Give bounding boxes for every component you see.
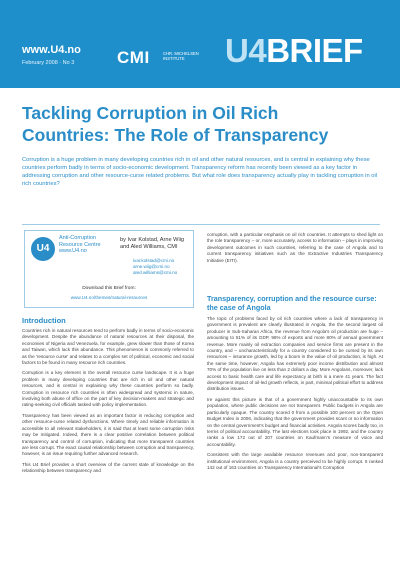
u4-circle-logo: U4 xyxy=(31,237,55,261)
author-infobox xyxy=(24,230,194,308)
right-column-top xyxy=(207,232,383,268)
body-paragraph: Consistent with the large available resource revenues and poor, non-transparent institutional environment, Angola is a country perceived to be highly corrupt. It ranked 142 out of 163 countries on Transparency International's Corruption xyxy=(207,452,383,470)
download-label: Download this Brief from: xyxy=(82,286,136,291)
body-paragraph: Corruption is a key element in the overall resource curse landscape. It is a huge problem in many developing countries that are rich in oil and other natural resources, and is central in explaining why these countries perform so badly. Corruption in resource rich countries is often widespread and systemic in nature, involving both abuse of office on the part of key decision-makers and strategic and rating-seeking civil officials tasked with policy implementation. xyxy=(22,370,194,408)
section-heading-angola: Transparency, corruption and the resource curse: the case of Angola xyxy=(207,294,377,312)
brand-u4: U4 xyxy=(225,32,267,69)
authors: by Ivar Kolstad, Arne Wiig and Aled Williams, CMI xyxy=(120,237,185,250)
centre-name: Anti-Corruption Resource Centre www.U4.no xyxy=(59,235,101,255)
left-column xyxy=(22,328,194,479)
intro-summary: Corruption is a huge problem in many developing countries rich in oil and other natural resources, and is central in explaining why these countries perform badly in terms of socio-economic development. Transparency reform has recently been viewed as a key factor in addressing corruption and other resource-curse related problems. But what role does transparency actually play in tackling corruption in oil rich countries? xyxy=(22,157,378,187)
download-link[interactable]: www.U4.no/themes/natural-resources xyxy=(70,295,148,300)
section-heading-introduction: Introduction xyxy=(22,316,66,325)
body-paragraph: Countries rich in natural resources tend to perform badly in terms of socio-economic development. Despite the abundance of natural resources at their disposal, the economies of Nigeria and Venezuela, for example, grew slower than those of Korea and Taiwan, which lack this abundance. This phenomenon is commonly referred to as the 'resource curse' and relates to a complex set of political, economic and social factors to be found in many resource rich countries. xyxy=(22,328,194,366)
site-url[interactable]: www.U4.no xyxy=(22,44,81,56)
body-paragraph: corruption, with a particular emphasis on oil rich countries. It attempts to shed light on the role transparency – or, more accurately, access to information – plays in improving development outcomes in such countries, referring to the case of Angola and to current transparency initiatives such as the Extractive Industries Transparency Initiative (EITI). xyxy=(207,232,383,263)
u4-brief-logo xyxy=(225,33,363,69)
author-emails[interactable]: ivar.kolstad@cmi.no arne.wiig@cmi.no aled.williams@cmi.no xyxy=(133,258,178,275)
brand-brief: BRIEF xyxy=(266,32,363,69)
page-title: Tackling Corruption in Oil Rich Countries: The Role of Transparency xyxy=(22,103,329,145)
divider xyxy=(22,224,380,225)
body-paragraph: Transparency has been viewed as an important factor in reducing corruption and other resource-curse related dysfunctions. Where timely and reliable information is accessible to all relevant stakeholders, it is said that at least some corruption risks may be mitigated. Indeed, there is a clear positive correlation between political transparency and control of corruption, indicating that more transparent countries are less corrupt. The exact causal relationship between corruption and transparency, however, is an issue requiring further advanced research. xyxy=(22,412,194,457)
cmi-subtitle: CHR. MICHELSEN INSTITUTE xyxy=(163,51,199,61)
body-paragraph: Ire against this picture is that of a government highly unaccountable to its own population, where public decisions are not transparent. Public budgets in Angola are particularly opaque. The country scored 0 from a possible 100 percent on the Open Budget Index in 2006, indicating that the government provides scant or no information on the central government's budget and financial activities. Angola scores badly too, in terms of political accountability. The last elections took place in 1992, and the country ranks a low 172 out of 207 countries on Kaufmann's measure of voice and accountability. xyxy=(207,396,383,447)
body-paragraph: The topic of problems faced by oil rich countries where a lack of transparency in government is prevalent are clearly illustrated in Angola, the the second largest oil producer in Sub-Saharan Africa, the revenue from Angola's oil production are huge – amounting to 51% of its GDP, 96% of exports and more 80% of annual government revenue. More mainly oil extraction companies and service firms are present in the country, and – uncharacteristically for a country considered to be cursed by its own resources – insurance growth, led by a boom in the value of oil production, is high. At the same time, however, Angola has extremely poor income distribution and almost 70% of the population live on less than 2 dollars a day. More Angolans, moreover, lack access to basic health care and life expectancy at birth is a mere 41 years. The fact development impact of oil-led growth reflects, in part, minimal political effort to address distribution issues. xyxy=(207,316,383,392)
body-paragraph: This U4 Brief provides a short overview of the current state of knowledge on the relationship between transparency and xyxy=(22,461,194,474)
right-column-bottom xyxy=(207,316,383,475)
issue-date: February 2008 · No 3 xyxy=(22,60,75,66)
header-banner xyxy=(0,0,400,88)
cmi-logo: CMI xyxy=(117,48,150,67)
